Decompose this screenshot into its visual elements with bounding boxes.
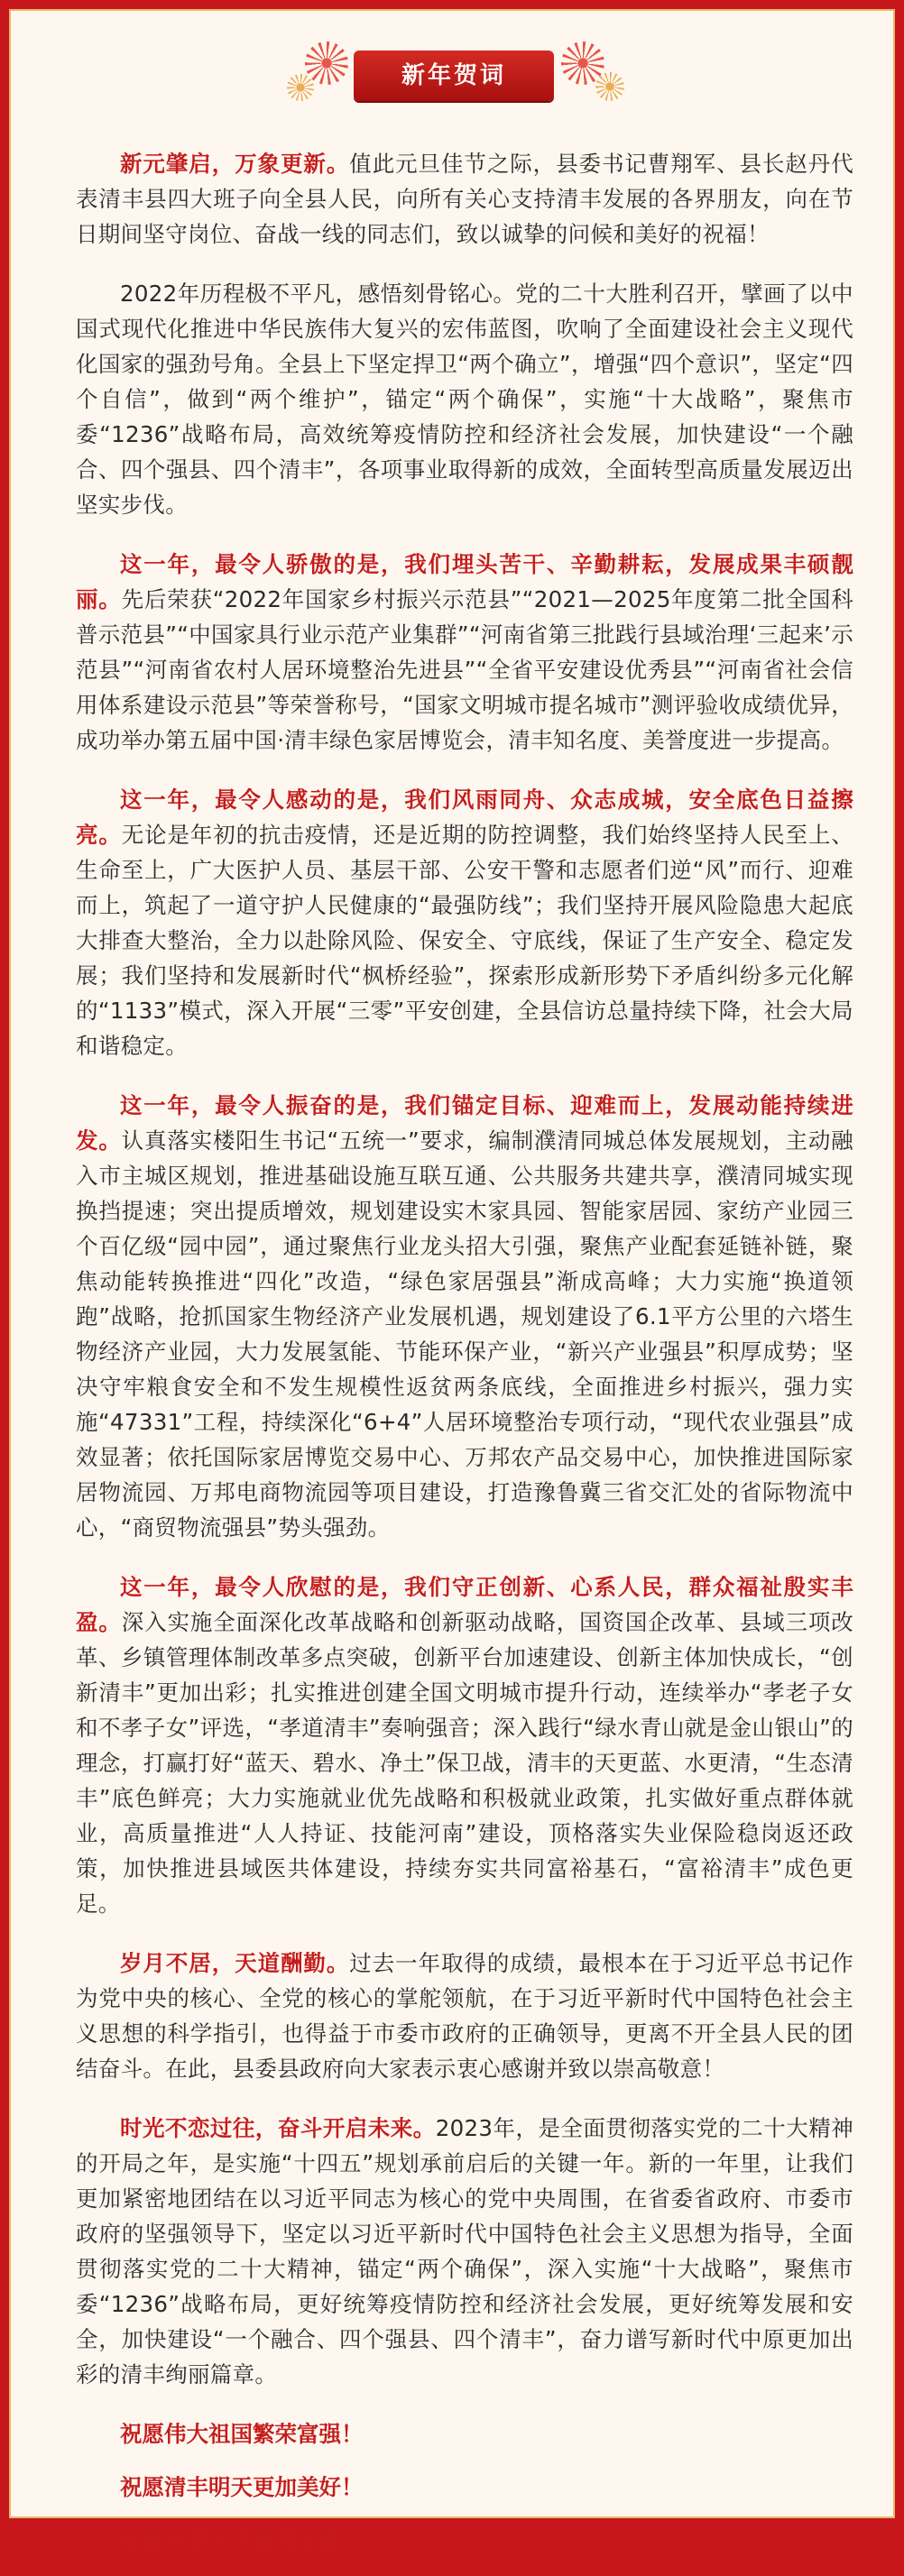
paragraph-text: 先后荣获“2022年国家乡村振兴示范县”“2021—2025年度第二批全国科普示范县”“中国家具行业示范产业集群”“河南省第三批践行县域治理‘三起来’示范县”“河南省农村人居环境整治先进县”“全省平安建设优秀县”“河南省社会信用体系建设示范县”等荣誉称号，“国家文明城市提名城市”测评验收成绩优异，成功举办第五届中国·清丰绿色家居博览会，清丰知名度、美誉度进一步提高。 [76,586,853,753]
paragraph-wellbeing [76,1569,853,1921]
page-title: 新年贺词 [401,62,506,89]
paragraph-development [76,1088,853,1545]
firework-icon [287,74,314,101]
paragraph-achievements [76,547,853,758]
paragraph-text: 2023年，是全面贯彻落实党的二十大精神的开局之年，是实施“十四五”规划承前启后的关键一年。新的一年里，让我们更加紧密地团结在以习近平同志为核心的党中央周围，在省委省政府、市委市政府的坚强领导下，坚定以习近平新时代中国特色社会主义思想为指导，全面贯彻落实党的二十大精神，锚定“两个确保”，深入实施“十大战略”，聚焦市委“1236”战略布局，更好统筹疫情防控和经济社会发展，更好统筹发展和安全，加快建设“一个融合、四个强县、四个清丰”，奋力谱写新时代中原更加出彩的清丰绚丽篇章。 [76,2115,853,2387]
paragraph-text: 深入实施全面深化改革战略和创新驱动战略，国资国企改革、县域三项改革、乡镇管理体制改革多点突破，创新平台加速建设、创新主体加快成长，“创新清丰”更加出彩；扎实推进创建全国文明城市提升行动，连续举办“孝老子女和不孝子女”评选，“孝道清丰”奏响强音；深入践行“绿水青山就是金山银山”的理念，打赢打好“蓝天、碧水、净土”保卫战，清丰的天更蓝、水更清，“生态清丰”底色鲜亮；大力实施就业优先战略和积极就业政策，扎实做好重点群体就业，高质量推进“人人持证、技能河南”建设，顶格落实失业保险稳岗返还政策，加快推进县域医共体建设，持续夯实共同富裕基石，“富裕清丰”成色更足。 [76,1609,853,1917]
paragraph-opening [76,146,853,252]
paragraph-text: 2022年历程极不平凡，感悟刻骨铭心。党的二十大胜利召开，擘画了以中国式现代化推进中华民族伟大复兴的宏伟蓝图，吹响了全面建设社会主义现代化国家的强劲号角。全县上下坚定捍卫“两个确立”，增强“四个意识”，坚定“四个自信”，做到“两个维护”，锚定“两个确保”，实施“十大战略”，聚焦市委“1236”战略布局，高效统筹疫情防控和经济社会发展，加快建设“一个融合、四个强县、四个清丰”，各项事业取得新的成效，全面转型高质量发展迈出坚实步伐。 [76,281,853,518]
paragraph-review [76,276,853,522]
paragraph-text: 认真落实楼阳生书记“五统一”要求，编制濮清同城总体发展规划，主动融入市主城区规划，推进基础设施互联互通、公共服务共建共享，濮清同城实现换挡提速；突出提质增效，规划建设实木家具园、智能家居园、家纺产业园三个百亿级“园中园”，通过聚焦行业龙头招大引强，聚焦产业配套延链补链，聚焦动能转换推进“四化”改造，“绿色家居强县”渐成高峰；大力实施“换道领跑”战略，抢抓国家生物经济产业发展机遇，规划建设了6.1平方公里的六塔生物经济产业园，大力发展氢能、节能环保产业，“新兴产业强县”积厚成势；坚决守牢粮食安全和不发生规模性返贫两条底线，全面推进乡村振兴，强力实施“47331”工程，持续深化“6+4”人居环境整治专项行动，“现代农业强县”成效显著；依托国际家居博览交易中心、万邦农产品交易中心，加快推进国际家居物流园、万邦电商物流园等项目建设，打造豫鲁冀三省交汇处的省际物流中心，“商贸物流强县”势头强劲。 [76,1127,853,1541]
paragraph-text: 无论是年初的抗击疫情，还是近期的防控调整，我们始终坚持人民至上、生命至上，广大医护人员、基层干部、公安干警和志愿者们逆“风”而行、迎难而上，筑起了一道守护人民健康的“最强防线”；我们坚持开展风险隐患大起底大排查大整治，全力以赴除风险、保安全、守底线，保证了生产安全、稳定发展；我们坚持和发展新时代“枫桥经验”，探索形成新形势下矛盾纠纷多元化解的“1133”模式，深入开展“三零”平安创建，全县信访总量持续下降，社会大局和谐稳定。 [76,822,853,1059]
wish-line: 祝愿全县人民幸福安康！ [120,2527,364,2553]
wish-line: 祝愿伟大祖国繁荣富强！ [120,2421,364,2447]
paragraph-lead: 这一年，最令人骄傲的是，我们埋头苦干、辛勤耕耘，发展成果丰硕靓丽。 [76,551,853,612]
paragraph-lead: 时光不恋过往，奋斗开启未来。 [120,2115,436,2141]
firework-icon [595,72,624,101]
paragraph-lead: 岁月不居，天道酬勤。 [120,1950,350,1976]
title-banner [354,51,554,101]
paragraph-text: 过去一年取得的成绩，最根本在于习近平总书记作为党中央的核心、全党的核心的掌舵领航，在于习近平新时代中国特色社会主义思想的科学指引，也得益于市委市政府的正确领导，更离不开全县人民的团结奋斗。在此，县委县政府向大家表示衷心感谢并致以崇高敬意！ [76,1950,853,2082]
paragraph-lead: 这一年，最令人振奋的是，我们锚定目标、迎难而上，发展动能持续进发。 [76,1092,853,1154]
paragraph-gratitude [76,1946,853,2086]
paragraph-safety [76,782,853,1063]
greeting-body [76,146,853,2576]
header [11,41,897,123]
firework-icon [305,41,348,85]
paragraph-lead: 这一年，最令人感动的是，我们风雨同舟、众志成城，安全底色日益擦亮。 [76,787,853,848]
paragraph-lead: 新元肇启，万象更新。 [120,151,350,177]
wish-line: 祝愿清丰明天更加美好！ [120,2474,364,2500]
paragraph-future [76,2111,853,2392]
paragraph-lead: 这一年，最令人欣慰的是，我们守正创新、心系人民，群众福祉殷实丰盈。 [76,1574,853,1635]
paragraph-text: 值此元旦佳节之际，县委书记曹翔军、县长赵丹代表清丰县四大班子向全县人民，向所有关心支持清丰发展的各界朋友，向在节日期间坚守岗位、奋战一线的同志们，致以诚挚的问候和美好的祝福！ [76,151,853,247]
content-frame [9,9,895,2553]
